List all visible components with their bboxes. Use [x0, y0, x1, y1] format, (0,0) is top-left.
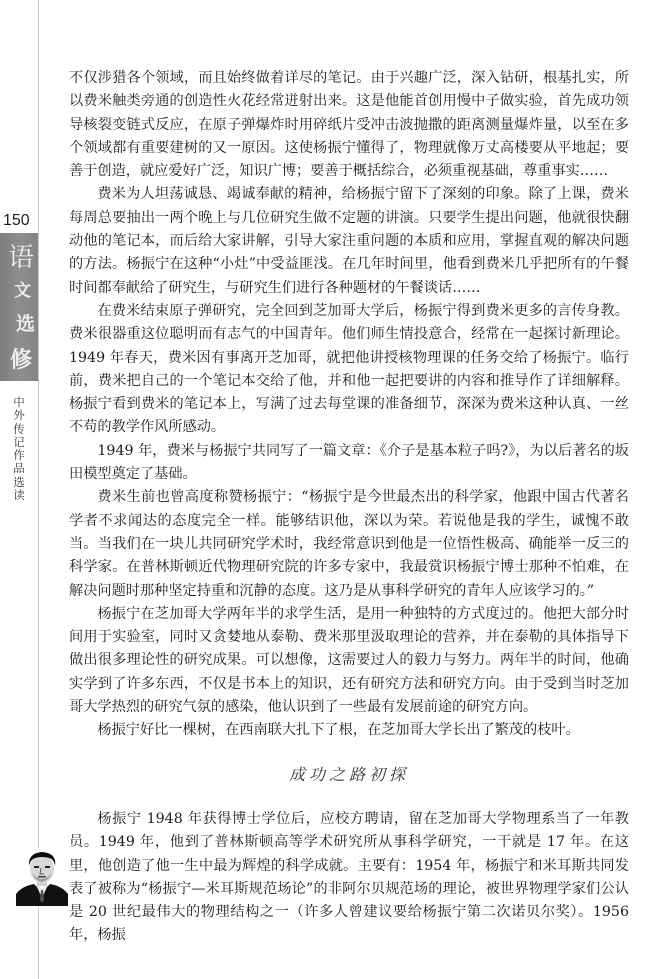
series-title-char: 选	[16, 313, 36, 335]
portrait-photo-icon	[16, 848, 68, 906]
series-title-band	[0, 233, 38, 381]
paragraph: 杨振宁好比一棵树，在西南联大扎下了根，在芝加哥大学长出了繁茂的枝叶。	[97, 722, 580, 739]
paragraph: 费米生前也曾高度称赞杨振宁：“杨振宁是今世最杰出的科学家，他跟中国古代著名学者不求闻达的态度完全一样。能够结识他，深以为荣。若说他是我的学生，诚愧不敢当。当我们在一块儿共同研究学术时，我经常意识到他是一位悟性极高、确能举一反三的科学家。在普林斯顿近代物理研究院的许多专家中，我最赏识杨振宁博士那种不怕难，在解决问题时那种坚定持重和沉静的态度。这乃是从事科学研究的青年人应该学习的。”	[69, 489, 629, 599]
paragraph: 杨振宁 1948 年获得博士学位后，应校方聘请，留在芝加哥大学物理系当了一年教员。1949 年，他到了普林斯顿高等学术研究所从事科学研究，一干就是 17 年。在这里，他创造了他一生中最为辉煌的科学成就。主要有：1954 年，杨振宁和米耳斯共同发表了被称为“杨振宁—米耳斯规范场论”的非阿尔贝规范场的理论，被世界物理学家们公认是 20 世纪最伟大的物理结构之一（许多人曾建议要给杨振宁第二次诺贝尔奖）。1956 年，杨振	[69, 810, 629, 944]
series-title-char: 语	[8, 243, 35, 273]
paragraph: 在费米结束原子弹研究，完全回到芝加哥大学后，杨振宁得到费米更多的言传身教。费米很器重这位聪明而有志气的中国青年。他们师生情投意合，经常在一起探讨新理论。1949 年春天，费米因有事离开芝加哥，就把他讲授核物理课的任务交给了杨振宁。临行前，费米把自己的一个笔记本交给了他，并和他一起把要讲的内容和推导作了详细解释。杨振宁看到费米的笔记本上，写满了过去每堂课的准备细节，深深为费米这种认真、一丝不苟的教学作风所感动。	[69, 302, 629, 436]
section-heading: 成功之路初探	[288, 764, 409, 784]
paragraph: 杨振宁在芝加哥大学两年半的求学生活，是用一种独特的方式度过的。他把大部分时间用于实验室，同时又贪婪地从泰勒、费米那里汲取理论的营养，并在泰勒的具体指导下做出很多理论性的研究成果。可以想像，这需要过人的毅力与努力。两年半的时间，他确实学到了许多东西，不仅是书本上的知识，还有研究方法和研究方向。由于受到当时芝加哥大学热烈的研究气氛的感染，他认识到了一些最有发展前途的研究方向。	[69, 605, 629, 716]
page-number: 150	[3, 212, 30, 229]
book-title-vertical: 中外传记作品选读	[13, 395, 25, 503]
article-body	[69, 67, 629, 948]
paragraph: 1949 年，费米与杨振宁共同写了一篇文章：《介子是基本粒子吗?》，为以后著名的坂田模型奠定了基础。	[69, 442, 629, 483]
paragraph: 不仅涉猎各个领域，而且始终做着详尽的笔记。由于兴趣广泛，深入钻研，根基扎实，所以费米触类旁通的创造性火花经常迸射出来。这是他能首创用慢中子做实验，首先成功领导核裂变链式反应，在原子弹爆炸时用碎纸片受冲击波抛撒的距离测量爆炸量，以至在多个领域都有重要建树的又一原因。这使杨振宁懂得了，物理就像万丈高楼要从平地起；要善于创造，就应爱好广泛，知识广博；要善于概括综合，必须重视基础，尊重事实……	[69, 70, 629, 180]
series-title-char: 修	[10, 347, 33, 373]
paragraph: 费米为人坦荡诚恳、竭诚奉献的精神，给杨振宁留下了深刻的印象。除了上课，费米每周总要抽出一两个晚上与几位研究生做不定题的讲演。只要学生提出问题，他就很快翻动他的笔记本，而后给大家讲解，引导大家注重问题的本质和应用，掌握直观的解决问题的方法。杨振宁在这种“小灶”中受益匪浅。在几年时间里，他看到费米几乎把所有的午餐时间都奉献给了研究生，与研究生们进行各种题材的午餐谈话……	[69, 186, 629, 296]
margin-rule	[38, 0, 39, 979]
series-title-char: 文	[14, 281, 31, 301]
